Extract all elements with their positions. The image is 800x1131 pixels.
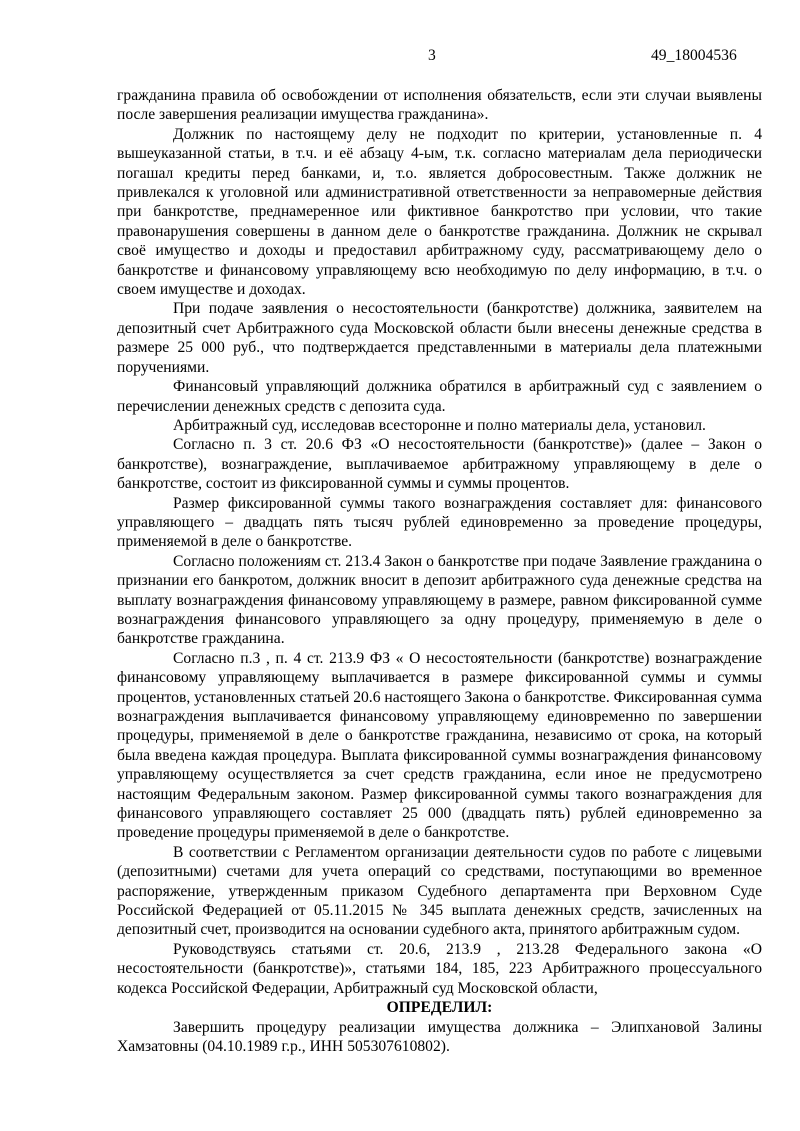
paragraph: Согласно п. 3 ст. 20.6 ФЗ «О несостоятельности (банкротстве)» (далее – Закон о банкротстве), вознаграждение, выплачиваемое арбитражному управляющему в деле о банкротстве, состоит из фиксированной суммы и суммы процентов. [117,436,762,493]
paragraph: В соответствии с Регламентом организации деятельности судов по работе с лицевыми (депозитными) счетами для учета операций со средствами, поступающими во временное распоряжение, утвержденным приказом Судебного департамента при Верховном Суде Российской Федерацией от 05.11.2015 № 345 выплата денежных средств, зачисленных на депозитный счет, производится на основании судебного акта, принятого арбитражным судом. [117,843,762,939]
decision-paragraph: Завершить процедуру реализации имущества должника – Элипхановой Залины Хамзатовны (04.10.1989 г.р., ИНН 505307610802). [117,1018,762,1055]
page-number: 3 [428,47,436,64]
paragraph: Финансовый управляющий должника обратился в арбитражный суд с заявлением о перечислении денежных средств с депозита суда. [117,378,762,415]
paragraph: гражданина правила об освобождении от исполнения обязательств, если эти случаи выявлены после завершения реализации имущества гражданина». [117,87,762,124]
paragraph: Арбитражный суд, исследовав всесторонне и полно материалы дела, установил. [173,416,706,434]
case-number: 49_18004536 [651,47,737,64]
paragraph: При подаче заявления о несостоятельности (банкротстве) должника, заявителем на депозитный счет Арбитражного суда Московской области были внесены денежные средства в размере 25 000 руб., что подтверждается представленными в материалы дела платежными поручениями. [117,300,762,376]
document-body [117,86,762,1056]
paragraph: Размер фиксированной суммы такого вознаграждения составляет для: финансового управляющего – двадцать пять тысяч рублей единовременно за проведение процедуры, применяемой в деле о банкротстве. [117,494,762,551]
decision-heading: ОПРЕДЕЛИЛ: [386,999,493,1017]
paragraph: Должник по настоящему делу не подходит по критерии, установленные п. 4 вышеуказанной статьи, в т.ч. и её абзацу 4-ым, т.к. согласно материалам дела периодически погашал кредиты перед банками, и, т.о. является добросовестным. Также должник не привлекался к уголовной или административной ответственности за неправомерные действия при банкротстве, преднамеренное или фиктивное банкротство при условии, что такие правонарушения совершены в данном деле о банкротстве гражданина. Должник не скрывал своё имущество и доходы и предоставил арбитражному суду, рассматривающему дело о банкротстве и финансовому управляющему всю необходимую по делу информацию, в т.ч. о своем имуществе и доходах. [117,125,762,299]
paragraph: Согласно п.3 , п. 4 ст. 213.9 ФЗ « О несостоятельности (банкротстве) вознаграждение финансовому управляющему выплачивается в размере фиксированной суммы и суммы процентов, установленных статьей 20.6 настоящего Закона о банкротстве. Фиксированная сумма вознаграждения выплачивается финансовому управляющему единовременно по завершении процедуры, применяемой в деле о банкротстве гражданина, независимо от срока, на который была введена каждая процедура. Выплата фиксированной суммы вознаграждения финансовому управляющему осуществляется за счет средств гражданина, если иное не предусмотрено настоящим Федеральным законом. Размер фиксированной суммы такого вознаграждения для финансового управляющего составляет 25 000 (двадцать пять) рублей единовременно за проведение процедуры применяемой в деле о банкротстве. [117,649,762,842]
paragraph: Руководствуясь статьями ст. 20.6, 213.9 , 213.28 Федерального закона «О несостоятельности (банкротстве)», статьями 184, 185, 223 Арбитражного процессуального кодекса Российской Федерации, Арбитражный суд Московской области, [117,940,762,997]
paragraph: Согласно положениям ст. 213.4 Закон о банкротстве при подаче Заявление гражданина о признании его банкротом, должник вносит в депозит арбитражного суда денежные средства на выплату вознаграждения финансовому управляющему в размере, равном фиксированной сумме вознаграждения финансового управляющего за одну процедуру, применяемую в деле о банкротстве гражданина. [117,552,762,648]
